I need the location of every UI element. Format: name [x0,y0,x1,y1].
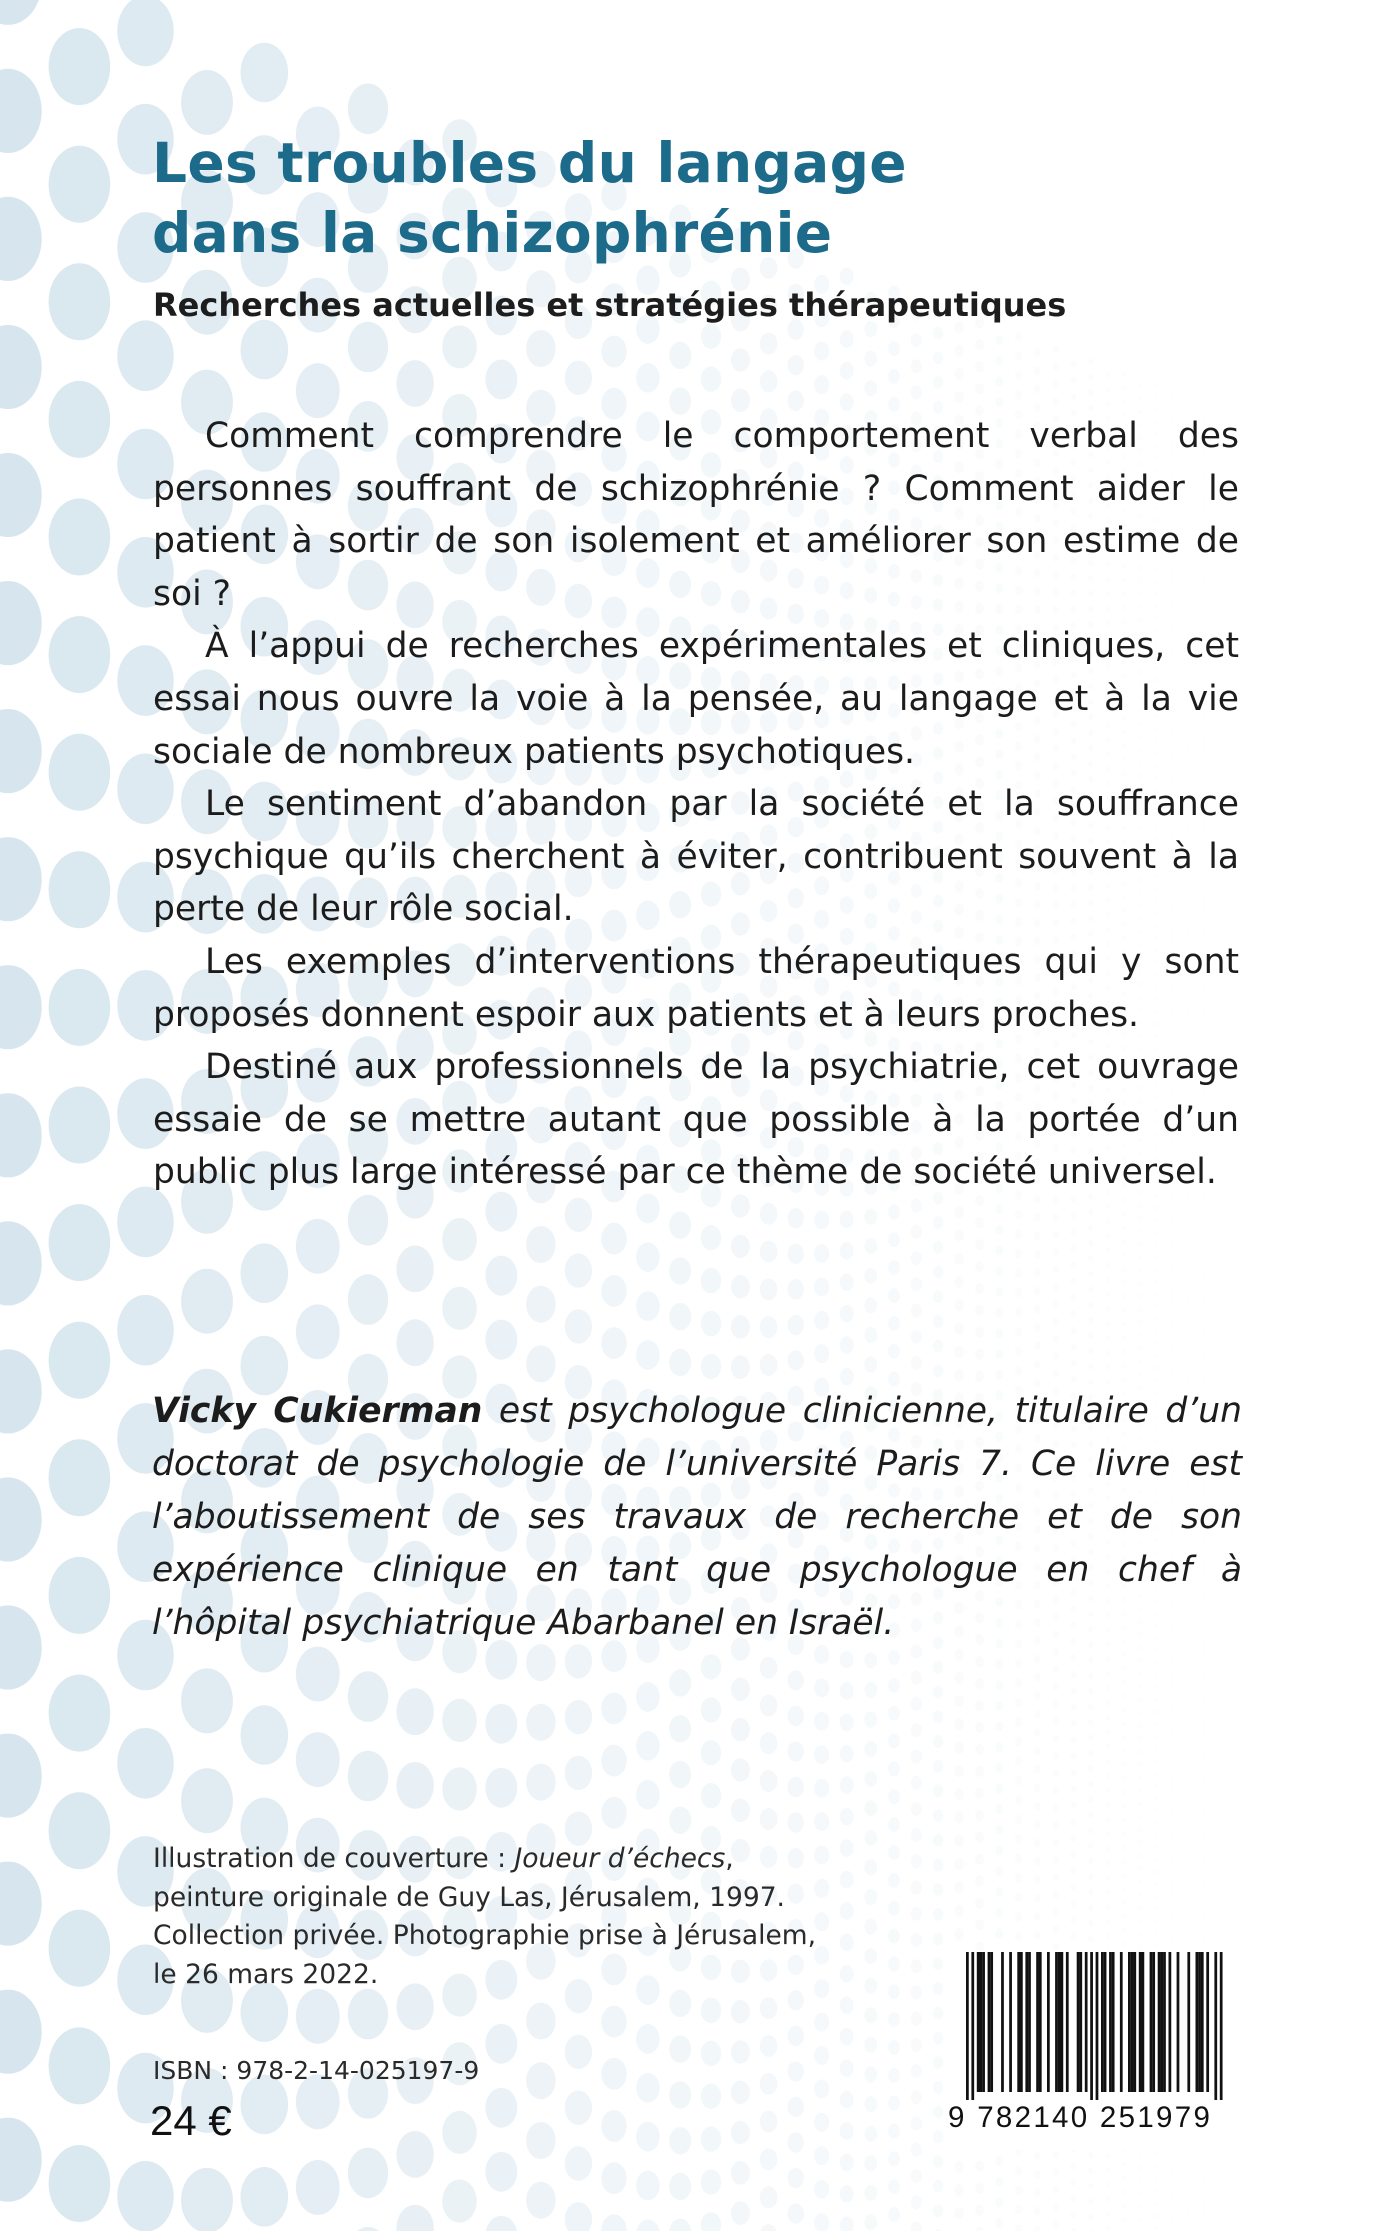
isbn: ISBN : 978-2-14-025197-9 [153,2056,480,2085]
barcode-bar [1128,1952,1131,2092]
barcode-bar [980,1952,983,2092]
barcode-bar [1142,1952,1145,2092]
price: 24 € [150,2097,232,2144]
barcode-bar [1139,1952,1142,2092]
barcode-bar [982,1952,985,2092]
author-name: Vicky Cukierman [152,1391,483,1431]
barcode [944,1950,1232,2150]
barcode-bar [1020,1952,1023,2092]
barcode-bar [1152,1952,1155,2092]
barcode-bar [1131,1952,1134,2092]
barcode-bar [1196,1952,1199,2092]
cover-credits [153,1840,873,1994]
blurb-paragraph-5: Destiné aux professionnels de la psychiatrie, cet ouvrage essaie de se mettre autant que possible à la portée d’un public plus large intéressé par ce thème de société universel. [153,1047,1239,1193]
barcode-bar [1066,1952,1069,2092]
barcode-bar [1096,1952,1099,2100]
barcode-bar [1120,1952,1123,2092]
book-title [152,128,1302,268]
barcode-bar [971,1952,974,2100]
blurb-paragraph-2: À l’appui de recherches expérimentales et cliniques, cet essai nous ouvre la voie à la pensée, au langage et à la vie sociale de nombreux patients psychotiques. [153,626,1239,772]
barcode-bar [1061,1952,1064,2092]
barcode-bar [1201,1952,1204,2092]
barcode-bar [1109,1952,1112,2092]
barcode-bar [1163,1952,1166,2092]
barcode-bars [944,1950,1232,2100]
credits-comma: , [725,1843,734,1874]
author-bio [152,1385,1242,1650]
blurb [153,410,1239,1199]
barcode-bar [1039,1952,1042,2092]
barcode-bar [1079,1952,1082,2092]
barcode-bar [1101,1952,1104,2092]
blurb-paragraph-4: Les exemples d’interventions thérapeutiques qui y sont proposés donnent espoir aux patients et à leurs proches. [153,941,1239,1035]
barcode-bar [1177,1952,1180,2092]
barcode-bar [1085,1952,1088,2092]
barcode-bar [1017,1952,1020,2092]
barcode-digits: 9 782140 251979 [948,2101,1213,2134]
credits-line-4: le 26 mars 2022. [153,1958,379,1990]
credits-line-1 [153,1840,873,1879]
barcode-bar [1133,1952,1136,2092]
barcode-bar [1104,1952,1107,2092]
barcode-bar [1058,1952,1061,2092]
barcode-bar [1047,1952,1050,2092]
barcode-bar [1214,1952,1217,2100]
barcode-bar [1001,1952,1004,2092]
barcode-bar [1160,1952,1163,2092]
barcode-bar [1206,1952,1209,2092]
barcode-bar [1150,1952,1153,2092]
blurb-paragraph-3: Le sentiment d’abandon par la société et la souffrance psychique qu’ils cherchent à éviter, contribuent souvent à la perte de leur rôle social. [153,784,1239,930]
barcode-bar [1025,1952,1028,2092]
barcode-bar [1220,1952,1223,2100]
barcode-bar [1158,1952,1161,2092]
book-title-line-2: dans la schizophrénie [152,201,833,265]
author-bio-text: est psychologue clinicienne, titulaire d’un doctorat de psychologie de l’université Paris 7. Ce livre est l’aboutissement de ses travaux de recherche et de son expérience clinique en tant que psychologue en chef à l’hôpital psychiatrique Abarbanel en Israël. [152,1391,1243,1643]
barcode-bar [1090,1952,1093,2100]
barcode-bar [990,1952,993,2092]
blurb-paragraph-1: Comment comprendre le comportement verbal des personnes souffrant de schizophrénie ? Comment aider le patient à sortir de son isolement et améliorer son estime de soi ? [153,416,1239,614]
barcode-bar [1009,1952,1012,2092]
barcode-bar [1112,1952,1115,2092]
barcode-bar [1187,1952,1190,2092]
barcode-bar [988,1952,991,2092]
artwork-title: Joueur d’échecs [514,1843,726,1874]
barcode-bar [1198,1952,1201,2092]
credits-line-2: peinture originale de Guy Las, Jérusalem, 1997. [153,1881,785,1913]
barcode-bar [1055,1952,1058,2092]
credits-line-3: Collection privée. Photographie prise à Jérusalem, [153,1920,817,1951]
barcode-bar [1036,1952,1039,2092]
credits-prefix: Illustration de couverture : [153,1843,515,1874]
barcode-bar [1028,1952,1031,2092]
barcode-bar [1077,1952,1080,2092]
book-subtitle: Recherches actuelles et stratégies thérapeutiques [153,286,1067,324]
barcode-bar [1169,1952,1172,2092]
book-title-line-1: Les troubles du langage [152,131,907,195]
barcode-bar [977,1952,980,2092]
barcode-bar [966,1952,969,2100]
